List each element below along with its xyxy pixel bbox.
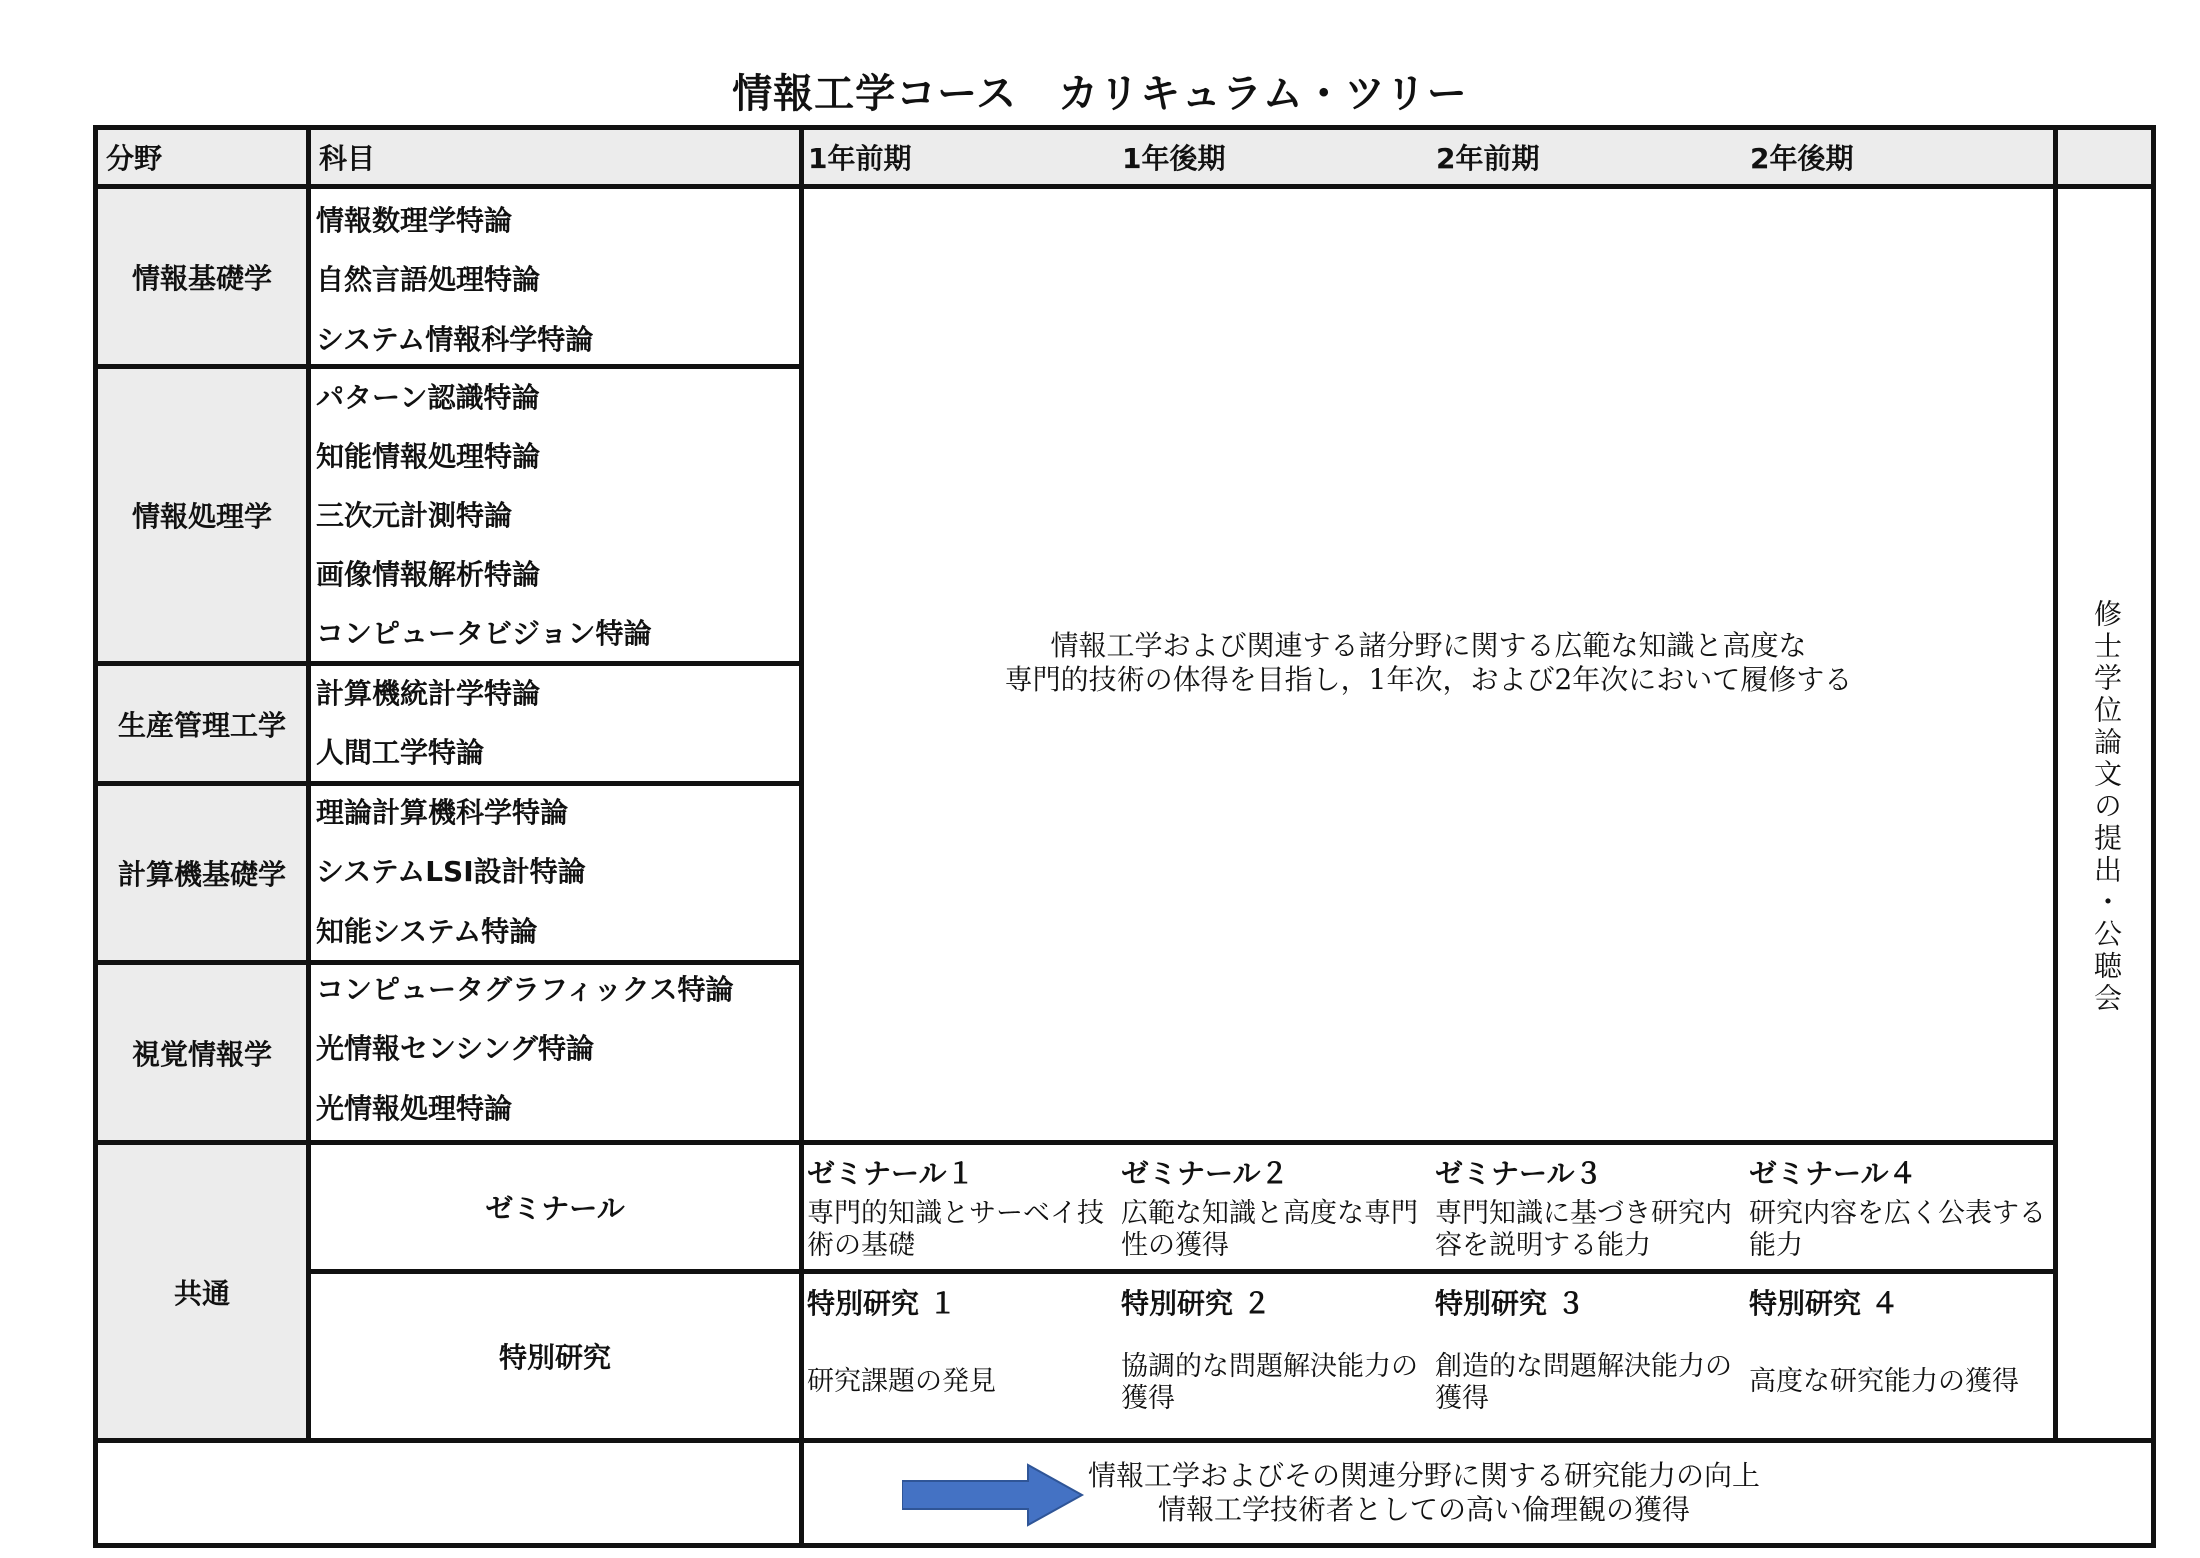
research-label-cell xyxy=(306,1269,804,1443)
seminar-title: ゼミナール１ xyxy=(807,1157,975,1190)
outcome-text xyxy=(1074,1459,1774,1527)
subject-item: 自然言語処理特論 xyxy=(316,263,541,296)
outcome-line: 情報工学技術者としての高い倫理観の獲得 xyxy=(1157,1493,1690,1526)
field-name: 情報処理学 xyxy=(131,500,272,533)
outcome-left-cell xyxy=(93,1438,804,1548)
header-subject xyxy=(306,125,804,189)
subject-item: システム情報科学特論 xyxy=(316,323,594,356)
research-title: 特別研究 ４ xyxy=(1749,1287,1899,1320)
subject-item: 計算機統計学特論 xyxy=(316,677,541,710)
header-field xyxy=(93,125,311,189)
subject-item: 画像情報解析特論 xyxy=(316,558,541,591)
thesis-cell xyxy=(2053,184,2156,1443)
seminar-desc: 専門的知識とサーベイ技術の基礎 xyxy=(807,1198,1104,1261)
subject-item: コンピュータグラフィックス特論 xyxy=(316,973,734,1006)
outcome-cell xyxy=(799,1438,2156,1548)
header-thesis xyxy=(2053,125,2156,189)
thesis-label: 修士学位論文の提出・公聴会 xyxy=(2090,599,2123,1015)
header-term-4: 2年後期 xyxy=(1750,142,1854,175)
field-cell xyxy=(93,661,311,786)
seminar-desc: 広範な知識と高度な専門性の獲得 xyxy=(1121,1198,1418,1261)
field-cell xyxy=(93,960,311,1145)
center-note-line: 情報工学および関連する諸分野に関する広範な知識と高度な xyxy=(1050,629,1807,662)
subject-item: 光情報処理特論 xyxy=(316,1092,513,1125)
seminar-label: ゼミナール xyxy=(485,1192,625,1225)
seminar-desc: 研究内容を広く公表する能力 xyxy=(1749,1198,2046,1261)
header-term-2: 1年後期 xyxy=(1122,142,1226,175)
header-term-3: 2年前期 xyxy=(1436,142,1540,175)
field-name: 視覚情報学 xyxy=(131,1037,272,1071)
center-note-line: 専門的技術の体得を目指し，1年次，および2年次において履修する xyxy=(1004,663,1853,696)
header-terms xyxy=(799,125,2058,189)
subject-item: 人間工学特論 xyxy=(316,736,485,769)
research-title: 特別研究 ３ xyxy=(1435,1287,1585,1320)
field-name: 情報基礎学 xyxy=(131,261,272,295)
seminar-title: ゼミナール４ xyxy=(1749,1157,1917,1190)
field-name: 計算機基礎学 xyxy=(117,858,286,891)
arrow-shape xyxy=(902,1465,1082,1525)
field-cell-common xyxy=(93,1140,311,1443)
subject-item: 知能情報処理特論 xyxy=(316,440,541,473)
research-title: 特別研究 １ xyxy=(807,1287,957,1320)
subject-item: システムLSI設計特論 xyxy=(316,855,586,888)
center-note xyxy=(804,629,2053,697)
outcome-line: 情報工学およびその関連分野に関する研究能力の向上 xyxy=(1087,1459,1760,1492)
header-subject-label: 科目 xyxy=(319,142,376,175)
page-title: 情報工学コース カリキュラム・ツリー xyxy=(732,71,1468,117)
seminar-label-cell xyxy=(306,1140,804,1274)
header-term-1: 1年前期 xyxy=(808,142,912,175)
seminar-title: ゼミナール２ xyxy=(1121,1157,1289,1190)
research-desc: 協調的な問題解決能力の獲得 xyxy=(1121,1351,1418,1414)
center-note-area xyxy=(799,184,2058,1145)
subject-item: 情報数理学特論 xyxy=(316,204,513,237)
field-name: 生産管理工学 xyxy=(117,708,286,742)
subject-item: パターン認識特論 xyxy=(316,381,540,414)
subject-item: 光情報センシング特論 xyxy=(316,1032,595,1065)
field-cell xyxy=(93,184,311,369)
arrow-right-icon xyxy=(902,1463,1086,1527)
subject-item: 知能システム特論 xyxy=(316,915,538,948)
subject-item: 三次元計測特論 xyxy=(316,499,513,532)
subject-item: コンピュータビジョン特論 xyxy=(316,617,652,650)
field-cell xyxy=(93,781,311,965)
subject-item: 理論計算機科学特論 xyxy=(316,796,569,829)
research-desc: 創造的な問題解決能力の獲得 xyxy=(1435,1351,1732,1414)
research-desc: 高度な研究能力の獲得 xyxy=(1749,1366,2019,1397)
seminar-desc: 専門知識に基づき研究内容を説明する能力 xyxy=(1435,1198,1732,1261)
field-cell xyxy=(93,364,311,666)
seminar-title: ゼミナール３ xyxy=(1435,1157,1603,1190)
header-field-label: 分野 xyxy=(106,142,163,175)
research-label: 特別研究 xyxy=(498,1341,611,1374)
field-name: 共通 xyxy=(173,1276,230,1310)
research-desc: 研究課題の発見 xyxy=(807,1366,996,1397)
research-title: 特別研究 ２ xyxy=(1121,1287,1271,1320)
